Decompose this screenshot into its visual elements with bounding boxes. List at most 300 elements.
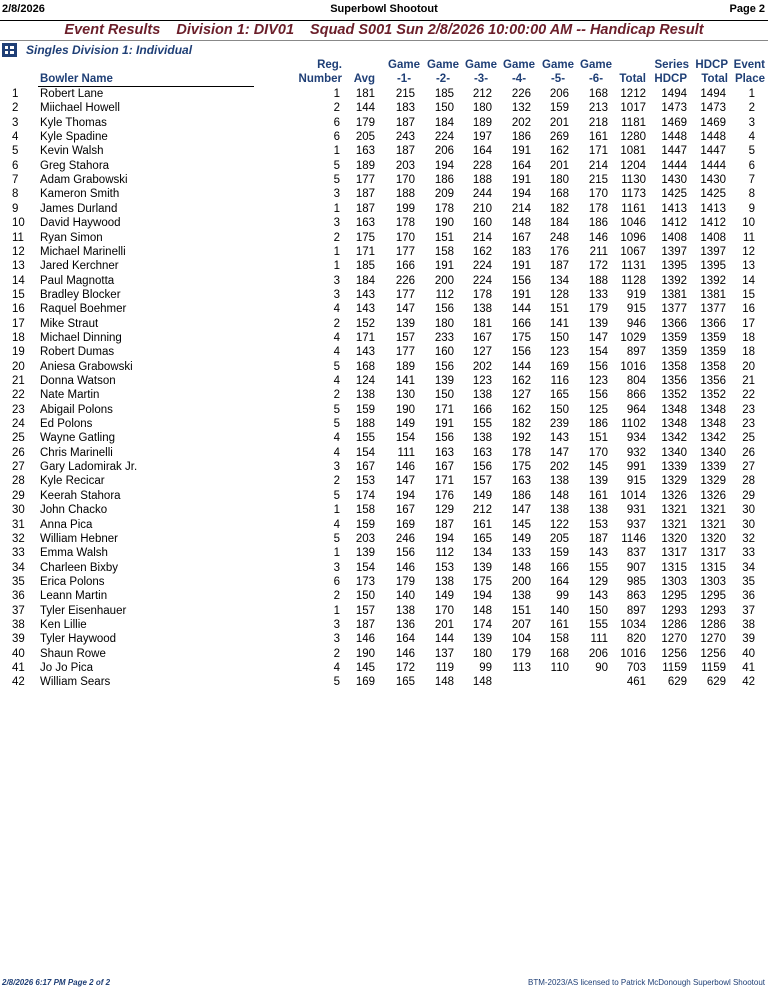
cell-avg: 175 bbox=[355, 231, 375, 244]
cell-game-6: 213 bbox=[588, 102, 608, 115]
table-row bbox=[0, 604, 768, 618]
table-row bbox=[0, 130, 768, 144]
cell-reg-number: 4 bbox=[333, 432, 340, 445]
table-row bbox=[0, 116, 768, 130]
cell-game-3: 174 bbox=[472, 618, 492, 631]
cell-game-6: 171 bbox=[588, 145, 608, 158]
cell-hdcp-total: 1348 bbox=[700, 418, 726, 431]
cell-series-hdcp: 1159 bbox=[662, 662, 687, 674]
cell-game-3: 224 bbox=[472, 274, 492, 287]
cell-rank: 38 bbox=[12, 618, 25, 631]
cell-series-hdcp: 1320 bbox=[661, 532, 687, 545]
cell-game-6: 139 bbox=[588, 317, 608, 330]
cell-game-1: 177 bbox=[395, 346, 415, 359]
section-heading bbox=[0, 42, 768, 58]
cell-event-place: 34 bbox=[742, 561, 755, 574]
table-row bbox=[0, 474, 768, 488]
cell-game-3: 181 bbox=[472, 317, 492, 330]
cell-game-2: 139 bbox=[434, 375, 454, 387]
table-row bbox=[0, 417, 768, 431]
col-avg: Avg bbox=[353, 73, 375, 85]
cell-event-place: 40 bbox=[742, 647, 755, 660]
cell-game-5: 164 bbox=[549, 575, 569, 588]
cell-game-5: 176 bbox=[549, 245, 569, 258]
footer-timestamp: 2/8/2026 6:17 PM Page 2 of 2 bbox=[2, 978, 111, 987]
cell-game-4: 163 bbox=[511, 475, 531, 488]
cell-bowler-name: David Haywood bbox=[40, 217, 121, 230]
cell-game-6: 188 bbox=[588, 274, 608, 287]
cell-event-place: 8 bbox=[748, 188, 755, 201]
cell-game-1: 139 bbox=[395, 317, 415, 330]
cell-reg-number: 3 bbox=[333, 288, 340, 301]
cell-game-3: 224 bbox=[472, 260, 492, 273]
cell-hdcp-total: 1395 bbox=[700, 260, 726, 273]
cell-total: 1096 bbox=[620, 231, 646, 244]
cell-game-1: 141 bbox=[395, 375, 415, 387]
cell-game-1: 154 bbox=[395, 432, 415, 445]
cell-total: 1014 bbox=[620, 489, 646, 502]
cell-rank: 24 bbox=[12, 418, 25, 431]
table-row bbox=[0, 546, 768, 560]
cell-game-3: 138 bbox=[472, 303, 492, 316]
table-row bbox=[0, 345, 768, 359]
cell-event-place: 18 bbox=[742, 346, 755, 359]
cell-rank: 10 bbox=[12, 217, 25, 230]
cell-game-2: 158 bbox=[434, 245, 454, 258]
cell-game-6: 170 bbox=[588, 188, 608, 201]
cell-game-4: 156 bbox=[511, 346, 531, 359]
cell-hdcp-total: 1270 bbox=[700, 633, 726, 646]
cell-game-1: 177 bbox=[395, 288, 415, 301]
cell-event-place: 3 bbox=[748, 116, 755, 129]
cell-hdcp-total: 1397 bbox=[700, 245, 726, 258]
grid-report-icon[interactable] bbox=[2, 43, 17, 57]
cell-event-place: 30 bbox=[742, 504, 755, 517]
cell-bowler-name: Charleen Bixby bbox=[40, 561, 118, 574]
cell-hdcp-total: 1320 bbox=[700, 532, 726, 545]
cell-game-4: 144 bbox=[511, 360, 531, 373]
cell-game-3: 214 bbox=[472, 231, 492, 244]
table-row bbox=[0, 374, 768, 388]
cell-game-2: 190 bbox=[434, 217, 454, 230]
cell-game-5: 123 bbox=[549, 346, 569, 359]
cell-game-6: 90 bbox=[595, 662, 608, 674]
col-game6-top: Game bbox=[580, 59, 612, 71]
cell-game-3: 127 bbox=[472, 346, 492, 359]
cell-avg: 144 bbox=[355, 102, 375, 115]
cell-series-hdcp: 1397 bbox=[661, 245, 687, 258]
cell-reg-number: 4 bbox=[333, 518, 340, 531]
cell-reg-number: 3 bbox=[333, 217, 340, 230]
cell-avg: 145 bbox=[355, 662, 375, 674]
cell-hdcp-total: 1408 bbox=[700, 231, 726, 244]
cell-game-4: 145 bbox=[511, 518, 531, 531]
cell-game-2: 150 bbox=[434, 102, 454, 115]
cell-game-5: 150 bbox=[549, 403, 569, 416]
cell-game-5: 151 bbox=[549, 303, 569, 316]
cell-reg-number: 2 bbox=[333, 102, 340, 115]
cell-game-1: 138 bbox=[395, 604, 415, 617]
cell-game-5: 248 bbox=[549, 231, 569, 244]
cell-reg-number: 4 bbox=[333, 303, 340, 316]
cell-reg-number: 5 bbox=[333, 532, 340, 545]
cell-reg-number: 1 bbox=[333, 245, 340, 258]
page-footer bbox=[0, 978, 768, 991]
cell-game-4: 127 bbox=[511, 389, 531, 402]
cell-total: 937 bbox=[626, 518, 646, 531]
cell-reg-number: 5 bbox=[333, 360, 340, 373]
cell-game-2: 191 bbox=[434, 418, 454, 431]
cell-game-2: 191 bbox=[434, 260, 454, 273]
cell-avg: 171 bbox=[355, 331, 375, 344]
cell-event-place: 2 bbox=[748, 102, 755, 115]
cell-game-2: 138 bbox=[434, 575, 454, 588]
table-row bbox=[0, 231, 768, 245]
cell-game-6: 215 bbox=[588, 174, 608, 187]
col-game5: -5- bbox=[550, 73, 566, 85]
cell-rank: 5 bbox=[12, 145, 19, 158]
cell-game-3: 123 bbox=[472, 375, 492, 387]
cell-game-1: 149 bbox=[395, 418, 415, 431]
cell-total: 919 bbox=[626, 288, 646, 301]
table-row bbox=[0, 403, 768, 417]
cell-bowler-name: Robert Lane bbox=[40, 88, 104, 100]
cell-game-4: 191 bbox=[511, 260, 531, 273]
cell-hdcp-total: 1303 bbox=[700, 575, 726, 588]
cell-avg: 150 bbox=[355, 590, 375, 603]
cell-total: 915 bbox=[626, 475, 646, 488]
table-row bbox=[0, 216, 768, 230]
cell-game-3: 180 bbox=[472, 102, 492, 115]
cell-reg-number: 2 bbox=[333, 475, 340, 488]
cell-reg-number: 5 bbox=[333, 174, 340, 187]
cell-game-4: 138 bbox=[511, 590, 531, 603]
cell-event-place: 32 bbox=[742, 532, 755, 545]
cell-avg: 167 bbox=[355, 461, 375, 474]
cell-avg: 171 bbox=[355, 245, 375, 258]
cell-game-1: 130 bbox=[395, 389, 415, 402]
cell-game-5: 138 bbox=[549, 504, 569, 517]
cell-game-5: 140 bbox=[549, 604, 569, 617]
cell-event-place: 21 bbox=[742, 375, 755, 387]
cell-game-3: 99 bbox=[479, 662, 492, 674]
cell-bowler-name: John Chacko bbox=[40, 504, 108, 517]
cell-game-3: 148 bbox=[472, 604, 492, 617]
cell-game-6: 206 bbox=[588, 647, 608, 660]
cell-hdcp-total: 1339 bbox=[700, 461, 726, 474]
cell-game-5: 202 bbox=[549, 461, 569, 474]
col-hdcp-top: HDCP bbox=[695, 59, 728, 71]
cell-game-5: 159 bbox=[549, 547, 569, 560]
cell-total: 866 bbox=[626, 389, 646, 402]
cell-rank: 25 bbox=[12, 432, 25, 445]
cell-game-2: 149 bbox=[434, 590, 454, 603]
cell-game-1: 147 bbox=[395, 475, 415, 488]
cell-bowler-name: Tyler Haywood bbox=[40, 633, 117, 646]
cell-game-3: 155 bbox=[472, 418, 492, 431]
cell-event-place: 41 bbox=[742, 662, 755, 674]
cell-event-place: 4 bbox=[748, 131, 755, 144]
cell-series-hdcp: 1339 bbox=[661, 461, 687, 474]
cell-game-4: 182 bbox=[511, 418, 531, 431]
table-row bbox=[0, 245, 768, 259]
cell-avg: 177 bbox=[355, 174, 375, 187]
cell-game-4: 104 bbox=[511, 633, 531, 646]
col-series-bottom: HDCP bbox=[654, 73, 687, 85]
cell-game-5: 182 bbox=[549, 202, 569, 215]
cell-hdcp-total: 1159 bbox=[701, 662, 726, 674]
cell-bowler-name: William Sears bbox=[40, 676, 111, 689]
cell-rank: 14 bbox=[12, 274, 25, 287]
cell-game-4: 164 bbox=[511, 159, 531, 172]
cell-total: 1280 bbox=[620, 131, 646, 144]
cell-hdcp-total: 1412 bbox=[700, 217, 726, 230]
table-row bbox=[0, 274, 768, 288]
cell-game-1: 157 bbox=[395, 331, 415, 344]
cell-hdcp-total: 1473 bbox=[700, 102, 726, 115]
cell-game-5: 158 bbox=[549, 633, 569, 646]
cell-event-place: 7 bbox=[748, 174, 755, 187]
cell-event-place: 26 bbox=[742, 446, 755, 459]
cell-game-4: 191 bbox=[511, 145, 531, 158]
cell-game-2: 160 bbox=[434, 346, 454, 359]
cell-game-2: 176 bbox=[434, 489, 454, 502]
cell-rank: 37 bbox=[12, 604, 25, 617]
cell-game-3: 138 bbox=[472, 389, 492, 402]
cell-reg-number: 2 bbox=[333, 317, 340, 330]
cell-bowler-name: Kyle Spadine bbox=[40, 131, 108, 144]
cell-game-4: 192 bbox=[511, 432, 531, 445]
cell-game-1: 169 bbox=[395, 518, 415, 531]
cell-total: 1016 bbox=[620, 647, 646, 660]
cell-game-3: 139 bbox=[472, 633, 492, 646]
cell-total: 1161 bbox=[621, 202, 646, 215]
cell-game-6: 211 bbox=[589, 245, 608, 258]
cell-avg: 138 bbox=[355, 389, 375, 402]
cell-series-hdcp: 1413 bbox=[661, 202, 687, 215]
cell-game-4: 183 bbox=[511, 245, 531, 258]
cell-rank: 12 bbox=[12, 245, 25, 258]
cell-series-hdcp: 1381 bbox=[661, 288, 687, 301]
cell-reg-number: 3 bbox=[333, 561, 340, 574]
cell-rank: 17 bbox=[12, 317, 25, 330]
cell-reg-number: 1 bbox=[333, 504, 340, 517]
cell-hdcp-total: 1494 bbox=[700, 88, 726, 100]
cell-game-1: 203 bbox=[395, 159, 415, 172]
cell-rank: 4 bbox=[12, 131, 19, 144]
cell-game-5: 122 bbox=[549, 518, 569, 531]
cell-avg: 188 bbox=[355, 418, 375, 431]
cell-game-1: 179 bbox=[395, 575, 415, 588]
table-row bbox=[0, 101, 768, 115]
cell-bowler-name: Kevin Walsh bbox=[40, 145, 104, 158]
cell-game-1: 146 bbox=[395, 561, 415, 574]
cell-game-5: 110 bbox=[550, 662, 569, 674]
cell-game-5: 205 bbox=[549, 532, 569, 545]
col-game6: -6- bbox=[588, 73, 604, 85]
col-game1-top: Game bbox=[388, 59, 420, 71]
cell-game-2: 112 bbox=[435, 288, 454, 301]
cell-game-4: 133 bbox=[511, 547, 531, 560]
cell-game-2: 144 bbox=[434, 633, 454, 646]
cell-series-hdcp: 1315 bbox=[661, 561, 687, 574]
cell-series-hdcp: 1321 bbox=[661, 518, 687, 531]
cell-rank: 7 bbox=[12, 174, 19, 187]
table-row bbox=[0, 259, 768, 273]
cell-game-3: 194 bbox=[472, 590, 492, 603]
cell-series-hdcp: 1425 bbox=[661, 188, 687, 201]
cell-game-6: 187 bbox=[588, 532, 608, 545]
cell-hdcp-total: 1413 bbox=[700, 202, 726, 215]
cell-avg: 159 bbox=[355, 403, 375, 416]
cell-reg-number: 1 bbox=[333, 145, 340, 158]
cell-game-3: 212 bbox=[472, 88, 492, 100]
cell-game-6: 172 bbox=[588, 260, 608, 273]
cell-rank: 8 bbox=[12, 188, 19, 201]
table-row bbox=[0, 302, 768, 316]
cell-event-place: 35 bbox=[742, 575, 755, 588]
cell-event-place: 29 bbox=[742, 489, 755, 502]
cell-rank: 9 bbox=[12, 202, 19, 215]
cell-rank: 1 bbox=[12, 88, 19, 100]
cell-avg: 163 bbox=[355, 145, 375, 158]
cell-avg: 187 bbox=[355, 618, 375, 631]
cell-series-hdcp: 1473 bbox=[661, 102, 687, 115]
cell-game-6: 111 bbox=[590, 633, 608, 646]
cell-total: 946 bbox=[626, 317, 646, 330]
col-bowler-name: Bowler Name bbox=[40, 73, 113, 85]
table-row bbox=[0, 173, 768, 187]
cell-rank: 26 bbox=[12, 446, 25, 459]
cell-series-hdcp: 1359 bbox=[661, 346, 687, 359]
header-date: 2/8/2026 bbox=[2, 3, 45, 15]
cell-reg-number: 3 bbox=[333, 274, 340, 287]
cell-game-2: 224 bbox=[434, 131, 454, 144]
cell-event-place: 42 bbox=[742, 676, 755, 689]
cell-total: 991 bbox=[626, 461, 646, 474]
table-row bbox=[0, 288, 768, 302]
cell-bowler-name: Anna Pica bbox=[40, 518, 93, 531]
cell-total: 1017 bbox=[620, 102, 646, 115]
cell-game-4: 194 bbox=[511, 188, 531, 201]
cell-series-hdcp: 1356 bbox=[661, 375, 687, 387]
cell-event-place: 37 bbox=[742, 604, 755, 617]
header-page-number: Page 2 bbox=[729, 3, 765, 15]
cell-series-hdcp: 1348 bbox=[661, 418, 687, 431]
cell-hdcp-total: 1329 bbox=[700, 475, 726, 488]
cell-hdcp-total: 1326 bbox=[700, 489, 726, 502]
cell-series-hdcp: 1348 bbox=[661, 403, 687, 416]
cell-game-1: 189 bbox=[395, 360, 415, 373]
cell-game-1: 165 bbox=[395, 676, 415, 689]
cell-series-hdcp: 1293 bbox=[661, 604, 687, 617]
cell-avg: 179 bbox=[355, 116, 375, 129]
cell-game-1: 136 bbox=[395, 618, 415, 631]
cell-reg-number: 5 bbox=[333, 418, 340, 431]
cell-game-2: 180 bbox=[434, 317, 454, 330]
cell-game-1: 156 bbox=[395, 547, 415, 560]
heading-event-results: Event Results bbox=[64, 22, 161, 38]
col-reg-top: Reg. bbox=[317, 59, 342, 71]
cell-series-hdcp: 1270 bbox=[661, 633, 687, 646]
cell-event-place: 16 bbox=[742, 303, 755, 316]
cell-series-hdcp: 1392 bbox=[661, 274, 687, 287]
heading-division: Division 1: DIV01 bbox=[176, 22, 295, 38]
cell-game-6: 133 bbox=[588, 288, 608, 301]
cell-hdcp-total: 1315 bbox=[700, 561, 726, 574]
cell-series-hdcp: 1359 bbox=[661, 331, 687, 344]
table-row bbox=[0, 87, 768, 101]
cell-avg: 205 bbox=[355, 131, 375, 144]
cell-reg-number: 3 bbox=[333, 461, 340, 474]
col-game4: -4- bbox=[511, 73, 527, 85]
cell-rank: 28 bbox=[12, 475, 25, 488]
cell-bowler-name: Kyle Thomas bbox=[40, 116, 107, 129]
cell-event-place: 39 bbox=[742, 633, 755, 646]
cell-game-4: 214 bbox=[511, 202, 531, 215]
cell-reg-number: 4 bbox=[333, 346, 340, 359]
cell-total: 932 bbox=[626, 446, 646, 459]
cell-total: 907 bbox=[626, 561, 646, 574]
cell-total: 1046 bbox=[620, 217, 646, 230]
cell-game-5: 169 bbox=[549, 360, 569, 373]
cell-bowler-name: Miichael Howell bbox=[40, 102, 120, 115]
cell-total: 1128 bbox=[621, 274, 646, 287]
cell-game-3: 167 bbox=[472, 331, 492, 344]
cell-game-5: 161 bbox=[549, 618, 569, 631]
cell-game-4: 175 bbox=[511, 461, 531, 474]
cell-reg-number: 4 bbox=[333, 446, 340, 459]
cell-rank: 34 bbox=[12, 561, 25, 574]
cell-game-2: 186 bbox=[434, 174, 454, 187]
cell-game-5: 138 bbox=[549, 475, 569, 488]
table-row bbox=[0, 144, 768, 158]
cell-game-6: 150 bbox=[588, 604, 608, 617]
cell-hdcp-total: 1392 bbox=[700, 274, 726, 287]
cell-rank: 36 bbox=[12, 590, 25, 603]
cell-game-1: 178 bbox=[395, 217, 415, 230]
cell-series-hdcp: 629 bbox=[667, 676, 687, 689]
cell-reg-number: 6 bbox=[333, 575, 340, 588]
cell-game-2: 185 bbox=[434, 88, 454, 100]
cell-game-3: 161 bbox=[472, 518, 492, 531]
cell-game-5: 162 bbox=[549, 145, 569, 158]
cell-event-place: 18 bbox=[742, 331, 755, 344]
cell-rank: 3 bbox=[12, 116, 19, 129]
cell-rank: 32 bbox=[12, 532, 25, 545]
cell-reg-number: 4 bbox=[333, 375, 340, 387]
cell-bowler-name: Jared Kerchner bbox=[40, 260, 119, 273]
cell-rank: 39 bbox=[12, 633, 25, 646]
cell-game-5: 147 bbox=[549, 446, 569, 459]
cell-game-4: 179 bbox=[511, 647, 531, 660]
cell-total: 1146 bbox=[621, 532, 646, 545]
cell-rank: 2 bbox=[12, 102, 19, 115]
cell-reg-number: 5 bbox=[333, 159, 340, 172]
cell-event-place: 14 bbox=[742, 274, 755, 287]
cell-reg-number: 6 bbox=[333, 116, 340, 129]
table-row bbox=[0, 187, 768, 201]
cell-game-2: 151 bbox=[434, 231, 454, 244]
cell-game-2: 112 bbox=[435, 547, 454, 560]
cell-bowler-name: Robert Dumas bbox=[40, 346, 115, 359]
col-game2: -2- bbox=[435, 73, 451, 85]
cell-event-place: 25 bbox=[742, 432, 755, 445]
table-row bbox=[0, 661, 768, 675]
cell-event-place: 20 bbox=[742, 360, 755, 373]
table-row bbox=[0, 360, 768, 374]
table-row bbox=[0, 460, 768, 474]
